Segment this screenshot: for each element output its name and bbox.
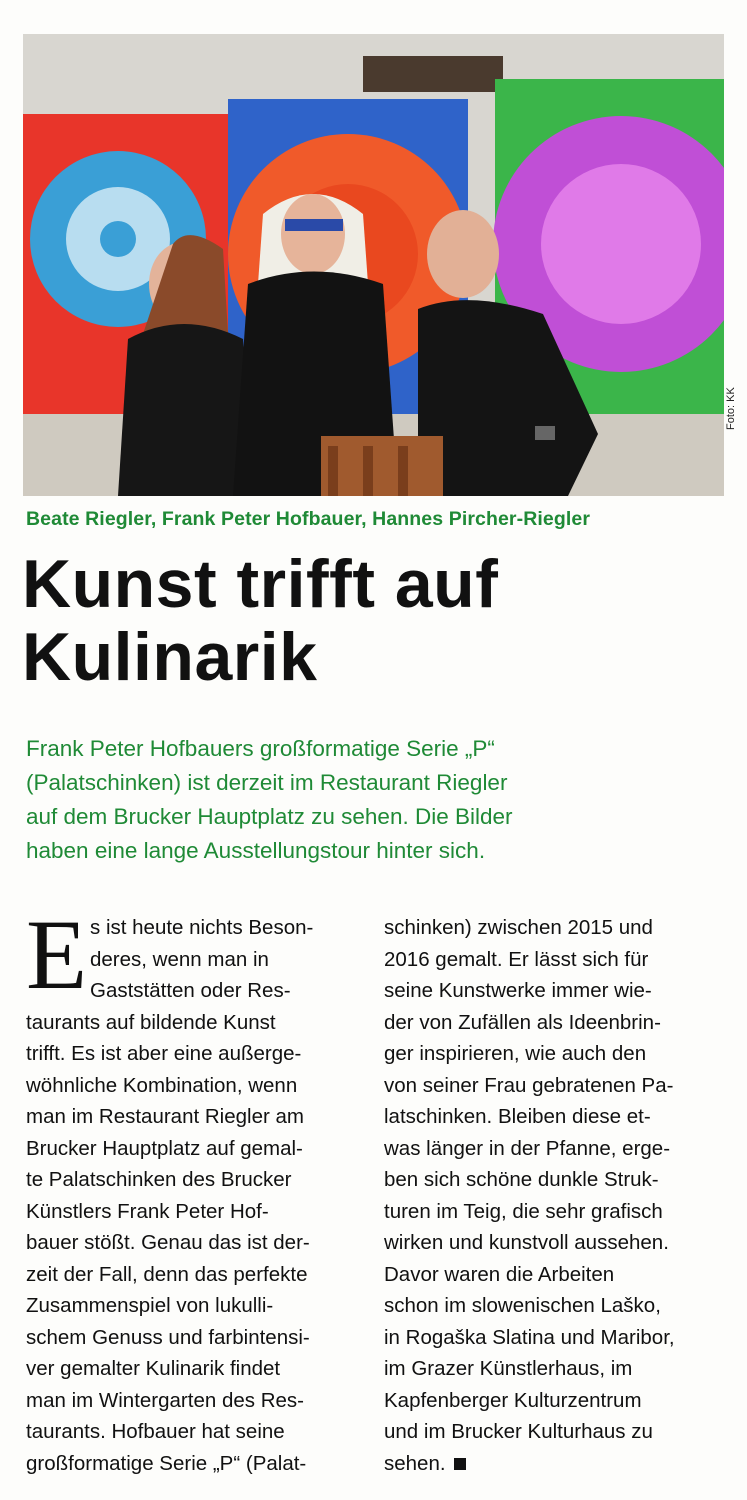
body-column-1 xyxy=(26,899,370,1479)
body-line: in Rogaška Slatina und Maribor, xyxy=(384,1325,675,1349)
lead-line: Frank Peter Hofbauers großformatige Serie „P“ xyxy=(26,736,495,761)
body-line-text: sehen. xyxy=(384,1451,446,1475)
body-line: ben sich schöne dunkle Struk- xyxy=(384,1168,659,1191)
body-line: te Palatschinken des Brucker xyxy=(26,1168,292,1191)
body-line: latschinken. Bleiben diese et- xyxy=(384,1105,651,1128)
lead-line: (Palatschinken) ist derzeit im Restaurant Riegler xyxy=(26,770,508,795)
body-line: wöhnliche Kombination, wenn xyxy=(26,1073,298,1097)
body-line: Davor waren die Arbeiten xyxy=(384,1262,615,1286)
lead-paragraph xyxy=(26,732,726,868)
body-line: taurants. Hofbauer hat seine xyxy=(26,1420,285,1443)
headline xyxy=(22,548,722,694)
body-line: Gaststätten oder Res- xyxy=(90,979,291,1002)
lead-line: auf dem Brucker Hauptplatz zu sehen. Die Bilder xyxy=(26,804,513,829)
body-line: schinken) zwischen 2015 und xyxy=(384,916,653,939)
body-line: bauer stößt. Genau das ist der- xyxy=(26,1231,310,1254)
body-line: was länger in der Pfanne, erge- xyxy=(384,1136,671,1160)
headline-line-2: Kulinarik xyxy=(22,619,318,695)
body-line: ger inspirieren, wie auch den xyxy=(384,1042,647,1065)
body-line: Brucker Hauptplatz auf gemal- xyxy=(26,1136,303,1160)
chair xyxy=(321,436,443,496)
body-line: Zusammenspiel von lukulli- xyxy=(26,1294,274,1317)
body-line: wirken und kunstvoll aussehen. xyxy=(384,1231,669,1254)
body-line: von seiner Frau gebratenen Pa- xyxy=(384,1073,674,1097)
lead-line: haben eine lange Ausstellungstour hinter sich. xyxy=(26,838,486,863)
body-line: schon im slowenischen Laško, xyxy=(384,1294,661,1317)
body-line: taurants auf bildende Kunst xyxy=(26,1010,276,1034)
body-line: im Grazer Künstlerhaus, im xyxy=(384,1357,633,1380)
body-line: ver gemalter Kulinarik findet xyxy=(26,1357,281,1380)
drop-cap: E xyxy=(26,899,88,1010)
body-line: und im Brucker Kulturhaus zu xyxy=(384,1420,653,1443)
body-line: großformatige Serie „P“ (Palat- xyxy=(26,1451,307,1475)
photo-credit: Foto: KK xyxy=(725,387,737,430)
body-line-last xyxy=(384,1448,724,1480)
body-column-2 xyxy=(384,912,724,1479)
body-line: man im Wintergarten des Res- xyxy=(26,1388,304,1412)
article-photo xyxy=(23,34,724,496)
body-line: deres, wenn man in xyxy=(90,947,269,971)
end-of-article-mark xyxy=(454,1458,466,1470)
body-line: man im Restaurant Riegler am xyxy=(26,1105,304,1128)
body-line: schem Genuss und farbintensi- xyxy=(26,1325,310,1349)
body-line: turen im Teig, die sehr grafisch xyxy=(384,1199,663,1223)
body-line: s ist heute nichts Beson- xyxy=(90,916,314,939)
body-line: Kapfenberger Kulturzentrum xyxy=(384,1388,642,1412)
body-line: seine Kunstwerke immer wie- xyxy=(384,979,652,1002)
body-line: Künstlers Frank Peter Hof- xyxy=(26,1199,269,1223)
body-line: der von Zufällen als Ideenbrin- xyxy=(384,1010,661,1034)
body-line: 2016 gemalt. Er lässt sich für xyxy=(384,947,649,971)
headline-line-1: Kunst trifft auf xyxy=(22,546,499,622)
photo-illustration xyxy=(23,34,724,496)
body-line: zeit der Fall, denn das perfekte xyxy=(26,1262,308,1286)
body-line: trifft. Es ist aber eine außerge- xyxy=(26,1042,302,1065)
photo-caption: Beate Riegler, Frank Peter Hofbauer, Hannes Pircher-Riegler xyxy=(26,508,591,530)
